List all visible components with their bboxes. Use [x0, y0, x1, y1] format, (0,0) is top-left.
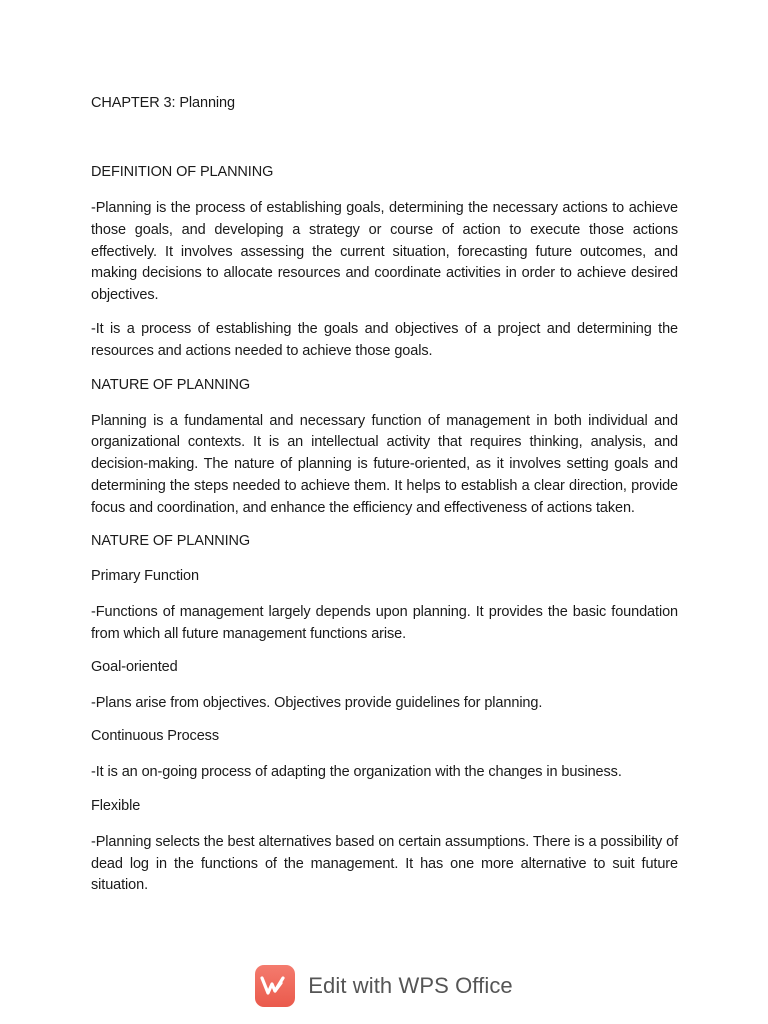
chapter-title: CHAPTER 3: Planning — [91, 95, 235, 111]
wps-edit-link[interactable]: Edit with WPS Office — [308, 973, 513, 998]
subheading-flexible: Flexible — [91, 797, 141, 814]
paragraph-nature: Planning is a fundamental and necessary function of management in both individual and organizational contexts. It is an intellectual activity that requires thinking, analysis, and decision-making. The nature of planning is future-oriented, as it involves setting goals and determining the steps needed to achieve them. It helps to establish a clear direction, provide focus and coordination, and enhance the efficiency and effectiveness of actions taken. — [91, 412, 678, 516]
wps-office-logo-icon[interactable] — [255, 965, 295, 1007]
subheading-primary-function: Primary Function — [91, 568, 199, 585]
paragraph-definition-1: -Planning is the process of establishing goals, determining the necessary actions to achieve those goals, and developing a strategy or course of action to execute those actions effectively. It involves assessing the current situation, forecasting future outcomes, and making decisions to allocate resources and coordinate activities in order to achieve desired objectives. — [91, 200, 678, 304]
subheading-continuous-process: Continuous Process — [91, 728, 219, 745]
section-heading-definition: DEFINITION OF PLANNING — [91, 164, 274, 180]
paragraph-definition-2: -It is a process of establishing the goals and objectives of a project and determining the resources and actions needed to achieve those goals. — [91, 321, 678, 360]
wps-edit-banner[interactable] — [0, 964, 768, 1008]
paragraph-goal-oriented: -Plans arise from objectives. Objectives provide guidelines for planning. — [91, 695, 543, 712]
subheading-goal-oriented: Goal-oriented — [91, 659, 178, 676]
section-heading-nature: NATURE OF PLANNING — [91, 376, 251, 393]
paragraph-continuous-process: -It is an on-going process of adapting the organization with the changes in business. — [91, 764, 622, 781]
subheading-nature: NATURE OF PLANNING — [91, 533, 251, 550]
wps-logo-glyph — [260, 975, 290, 997]
paragraph-flexible: -Planning selects the best alternatives based on certain assumptions. There is a possibility of dead log in the functions of the management. It has one more alternative to suit future situation. — [91, 833, 678, 894]
paragraph-primary-function: -Functions of management largely depends upon planning. It provides the basic foundation from which all future management functions arise. — [91, 604, 678, 642]
document-body — [91, 163, 678, 910]
